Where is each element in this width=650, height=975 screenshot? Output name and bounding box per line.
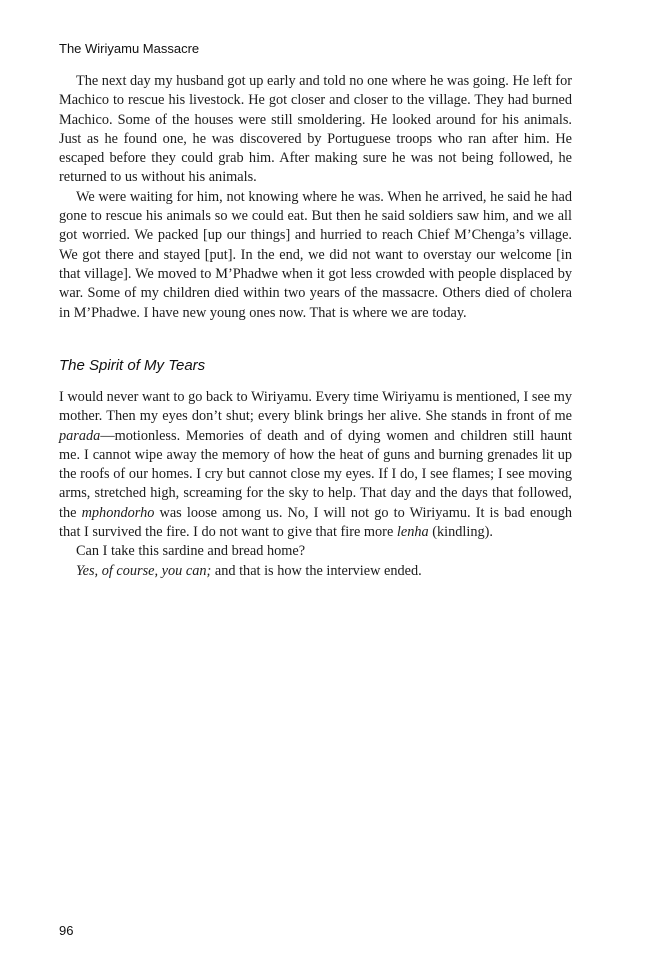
page-number: 96: [59, 923, 74, 938]
text-run: I would never want to go back to Wiriyamu. Every time Wiriyamu is mentioned, I see my mother. Then my eyes don’t shut; every blink brings her alive. She stands in front of me: [59, 389, 572, 425]
italic-term: mphondorho: [81, 504, 155, 521]
section-heading: The Spirit of My Tears: [59, 357, 206, 374]
text-run: (kindling).: [428, 524, 493, 541]
paragraph: The next day my husband got up early and told no one where he was going. He left for Machico to rescue his livestock. He got closer and closer to the village. They had burned Machico. Some of the houses were still smoldering. He looked around for his animals. Just as he found one, he was discovered by Portuguese troops who ran after him. He escaped before they could grab him. After making sure he was not being followed, he returned to us without his animals.: [59, 73, 572, 186]
italic-term: lenha: [396, 524, 429, 541]
text-run: —motionless. Memories of death and of dying women and children still haunt me. I cannot wipe away the memory of how the heat of guns and burning grenades lit up the roofs of our homes. I cry but cannot close my eyes. If I do, I see flames; I see moving arms, stretched high, screaming for the sky to help. That day and the days that followed, the: [59, 427, 572, 521]
italic-term: parada: [59, 427, 101, 444]
section-two-text: [59, 388, 572, 581]
section-one-text: [59, 72, 572, 323]
paragraph: We were waiting for him, not knowing where he was. When he arrived, he said he had gone to rescue his animals so we could eat. But then he said soldiers saw him, and we all got worried. We packed [up our things] and hurried to reach Chief M’Chenga’s village. We got there and stayed [put]. In the end, we did not want to overstay our welcome [in that village]. We moved to M’Phadwe when it got less crowded with people displaced by war. Some of my children died within two years of the massacre. Others died of cholera in M’Phadwe. I have new young ones now. That is where we are today.: [59, 188, 572, 321]
paragraph: [59, 388, 572, 542]
text-run: and that is how the interview ended.: [211, 562, 422, 579]
running-head: The Wiriyamu Massacre: [59, 41, 200, 56]
text-run: was loose among us. No, I will not go to Wiriyamu. It is bad enough that I survived the fire. I do not want to give that fire more: [59, 504, 572, 541]
italic-phrase: Yes, of course, you can;: [76, 562, 212, 579]
paragraph: Can I take this sardine and bread home?: [76, 543, 306, 560]
paragraph: [59, 562, 572, 581]
